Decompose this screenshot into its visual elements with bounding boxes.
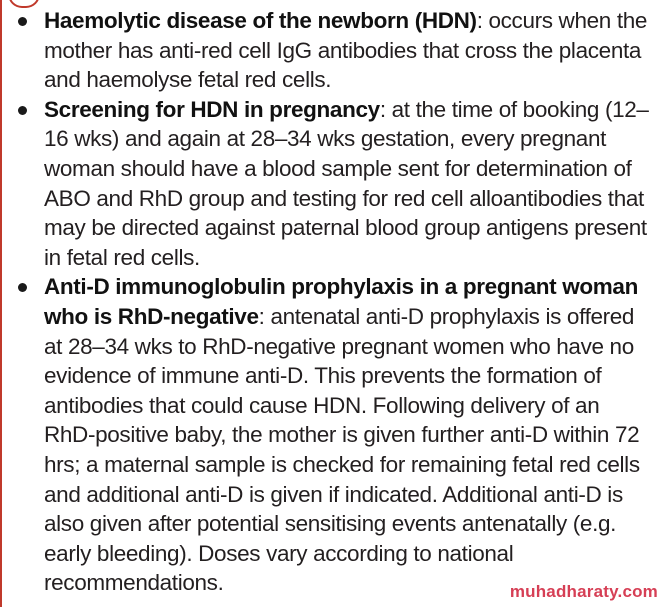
bullet-list (0, 6, 650, 598)
bullet-item-screening (0, 95, 650, 273)
watermark: muhadharaty.com (509, 582, 658, 601)
bullet-item-anti-d (0, 272, 650, 598)
bullet-title: Haemolytic disease of the newborn (HDN) (44, 8, 477, 33)
bullet-text: : at the time of booking (12–16 wks) and again at 28–34 wks gestation, every pregnant woman should have a blood sample sent for determination of ABO and RhD group and testing for red cell alloantibodies that may be directed against paternal blood group antigens present in fetal red cells. (44, 96, 649, 270)
bullet-title: Screening for HDN in pregnancy (44, 96, 380, 122)
bullet-text: : antenatal anti-D prophylaxis is offered at 28–34 wks to RhD-negative pregnant women who have no evidence of immune anti-D. This prevents the formation of antibodies that could cause HDN. Following delivery of an RhD-positive baby, the mother is given further anti-D within 72 hrs; a maternal sample is checked for remaining fetal red cells and additional anti-D is given if indicated. Additional anti-D is also given after potential sensitising events antenatally (e.g. early bleeding). Doses vary according to national recommendations. (44, 303, 640, 596)
bullet-item-hdn (0, 6, 650, 95)
bullet-dot-icon (18, 106, 27, 115)
bullet-dot-icon (18, 17, 27, 26)
bullet-title: Anti-D immunoglobulin prophylaxis in a pregnant woman who is RhD-negative (44, 274, 638, 329)
bullet-dot-icon (18, 283, 27, 292)
bullet-text: : occurs when the mother has anti-red cell IgG antibodies that cross the placenta and haemolyse fetal red cells. (44, 8, 648, 93)
